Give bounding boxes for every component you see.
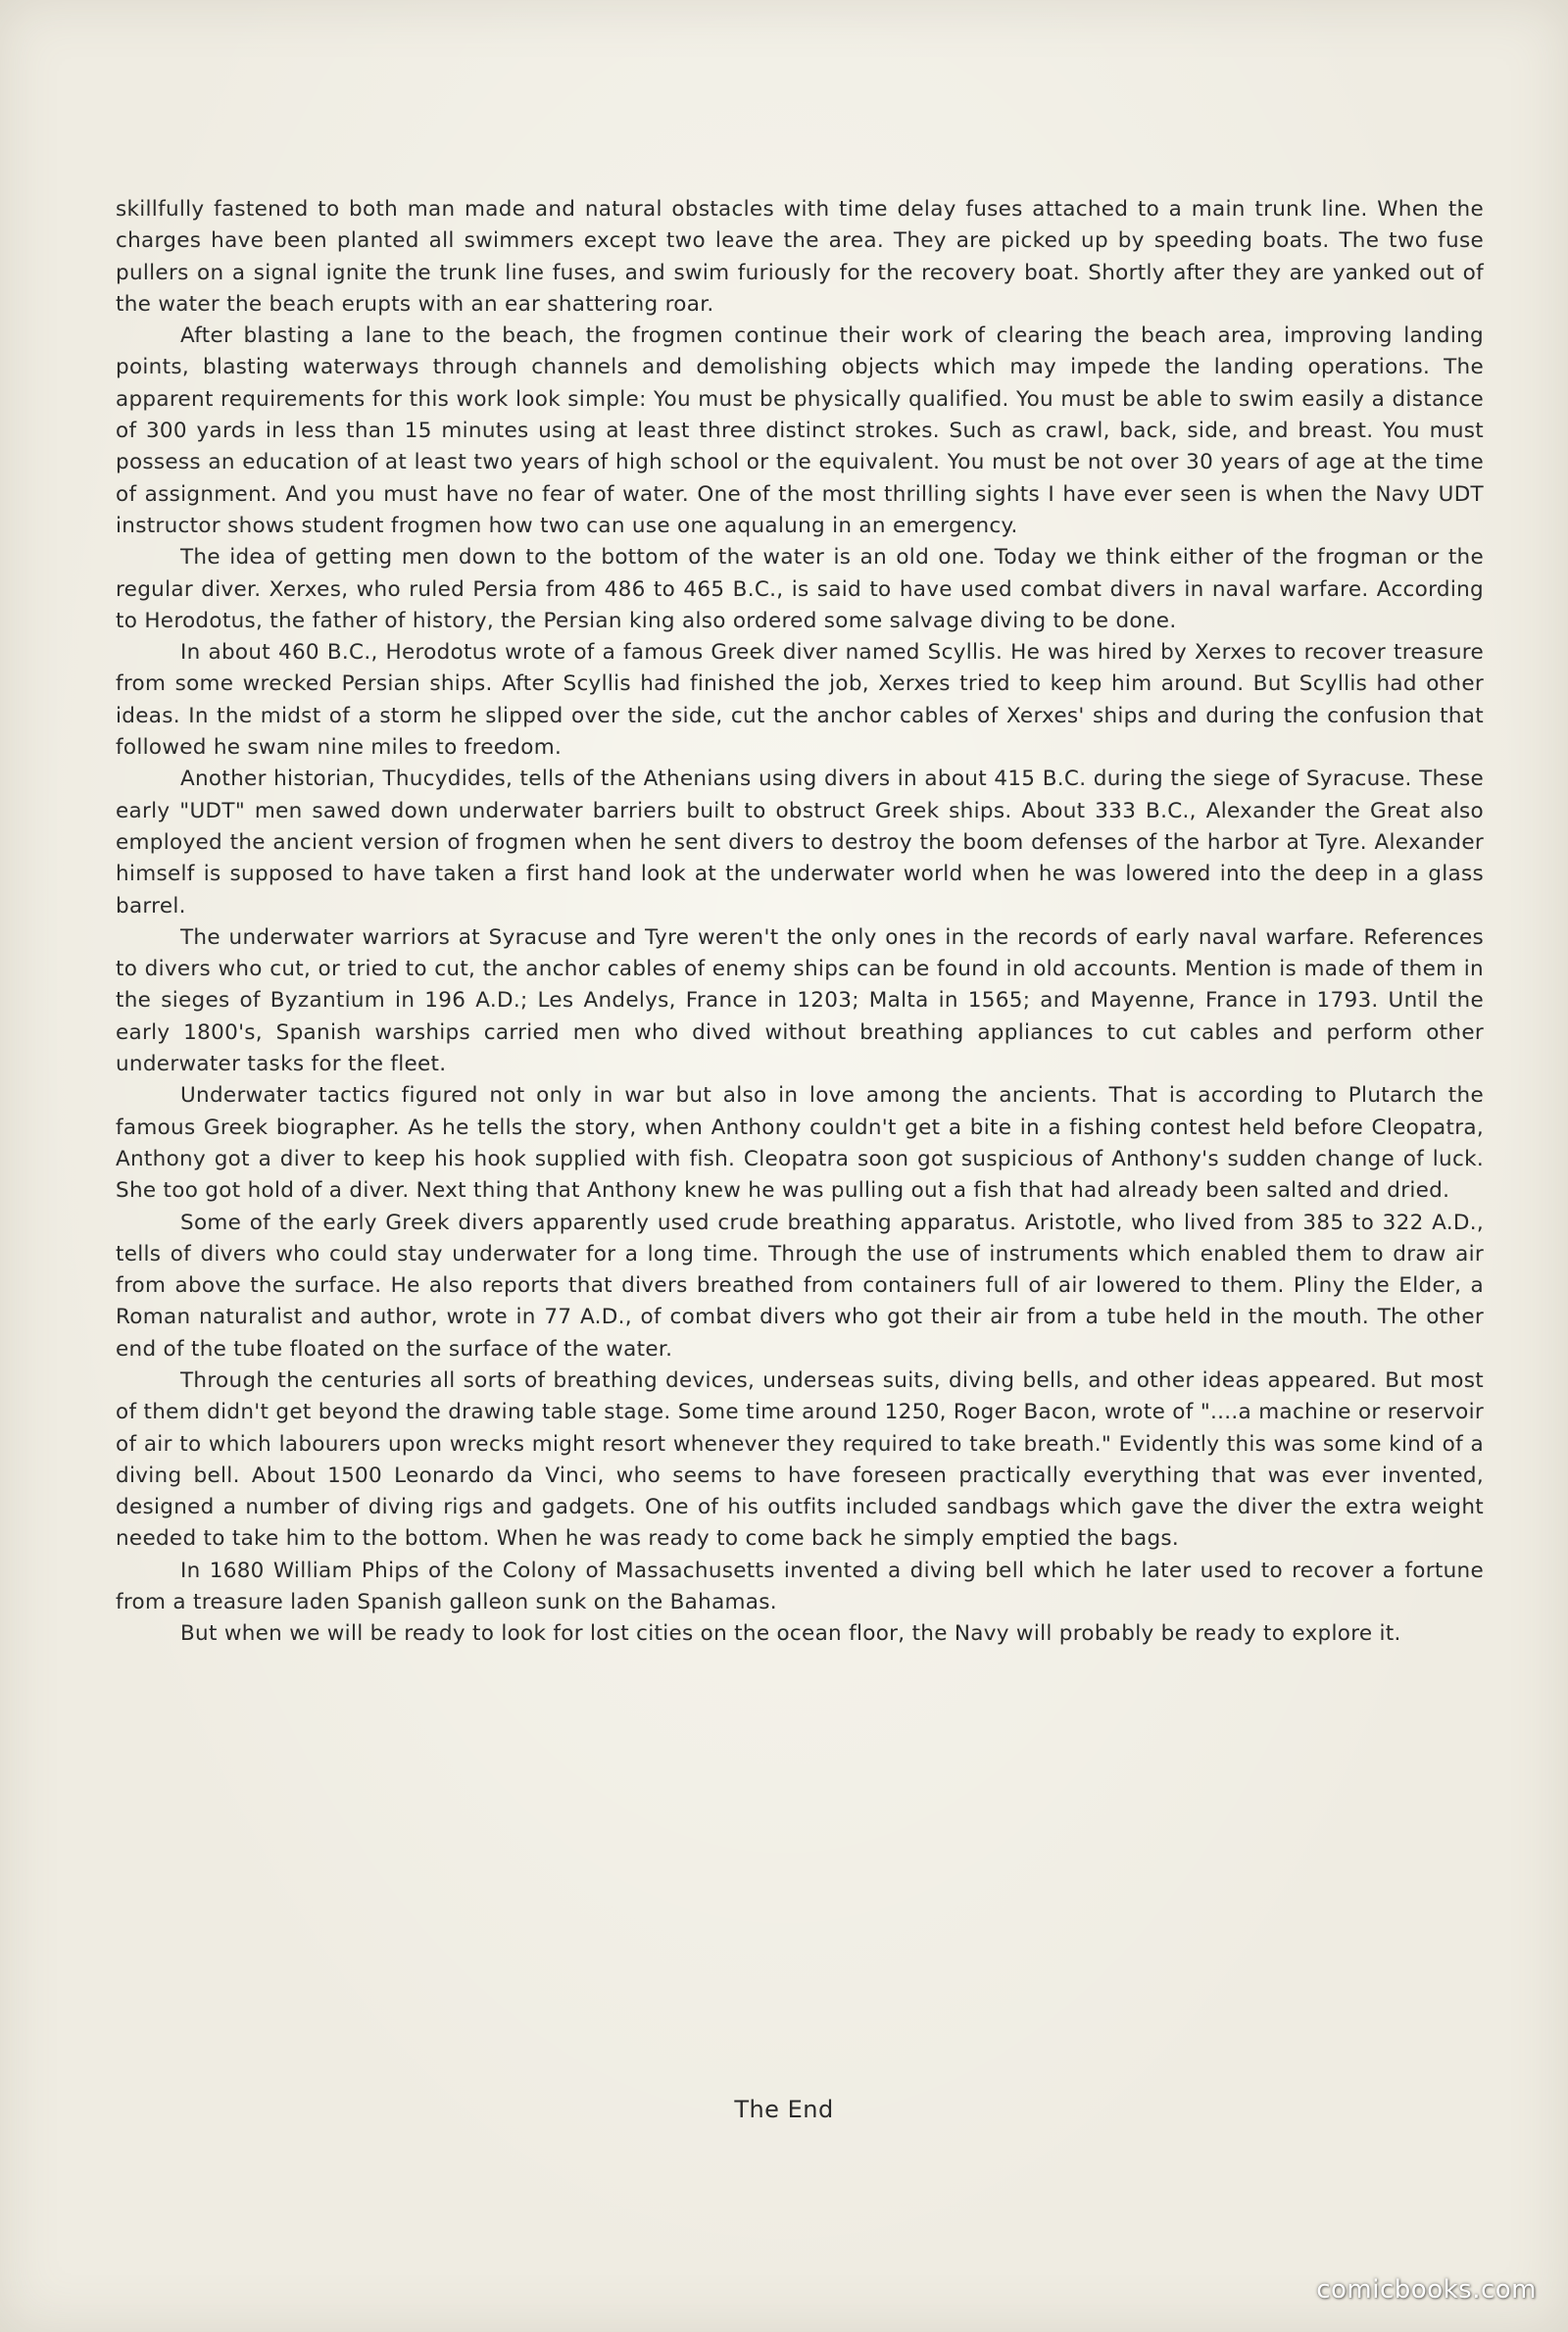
- paragraph-10: In 1680 William Phips of the Colony of Massachusetts invented a diving bell which he later used to recover a fortune from a treasure laden Spanish galleon sunk on the Bahamas.: [116, 1558, 1484, 1615]
- paragraph-1: skillfully fastened to both man made and natural obstacles with time delay fuses attached to a main trunk line. When the charges have been planted all swimmers except two leave the area. They are picked up by speeding boats. The two fuse pullers on a signal ignite the trunk line fuses, and swim furiously for the recovery boat. Shortly after they are yanked out of the water the beach erupts with an ear shattering roar.: [116, 197, 1484, 317]
- paragraph-5: Another historian, Thucydides, tells of the Athenians using divers in about 415 B.C. during the siege of Syracuse. These early "UDT" men sawed down underwater barriers built to obstruct Greek ships. About 333 B.C., Alexander the Great also employed the ancient version of frogmen when he sent divers to destroy the boom defenses of the harbor at Tyre. Alexander himself is supposed to have taken a first hand look at the underwater world when he was lowered into the deep in a glass barrel.: [116, 767, 1484, 918]
- paragraph-7: Underwater tactics figured not only in war but also in love among the ancients. That is according to Plutarch the famous Greek biographer. As he tells the story, when Anthony couldn't get a bite in a fishing contest held before Cleopatra, Anthony got a diver to keep his hook supplied with fish. Cleopatra soon got suspicious of Anthony's sudden change of luck. She too got hold of a diver. Next thing that Anthony knew he was pulling out a fish that had already been salted and dried.: [116, 1083, 1484, 1204]
- paragraph-8: Some of the early Greek divers apparently used crude breathing apparatus. Aristotle, who lived from 385 to 322 A.D., tells of divers who could stay underwater for a long time. Through the use of instruments which enabled them to draw air from above the surface. He also reports that divers breathed from containers full of air lowered to them. Pliny the Elder, a Roman naturalist and author, wrote in 77 A.D., of combat divers who got their air from a tube held in the mouth. The other end of the tube floated on the surface of the water.: [116, 1210, 1484, 1362]
- paragraph-3: The idea of getting men down to the bottom of the water is an old one. Today we think either of the frogman or the regular diver. Xerxes, who ruled Persia from 486 to 465 B.C., is said to have used combat divers in naval warfare. According to Herodotus, the father of history, the Persian king also ordered some salvage diving to be done.: [116, 545, 1484, 633]
- paragraph-4: In about 460 B.C., Herodotus wrote of a famous Greek diver named Scyllis. He was hired by Xerxes to recover treasure from some wrecked Persian ships. After Scyllis had finished the job, Xerxes tried to keep him around. But Scyllis had other ideas. In the midst of a storm he slipped over the side, cut the anchor cables of Xerxes' ships and during the confusion that followed he swam nine miles to freedom.: [116, 640, 1484, 761]
- paragraph-11: But when we will be ready to look for lost cities on the ocean floor, the Navy will probably be ready to explore it.: [180, 1621, 1401, 1647]
- the-end-label: The End: [734, 2096, 834, 2123]
- paragraph-2: After blasting a lane to the beach, the frogmen continue their work of clearing the beach area, improving landing points, blasting waterways through channels and demolishing objects which may impede the landing operations. The apparent requirements for this work look simple: You must be physically qualified. You must be able to swim easily a distance of 300 yards in less than 15 minutes using at least three distinct strokes. Such as crawl, back, side, and breast. You must possess an education of at least two years of high school or the equivalent. You must be not over 30 years of age at the time of assignment. And you must have no fear of water. One of the most thrilling sights I have ever seen is when the Navy UDT instructor shows student frogmen how two can use one aqualung in an emergency.: [116, 323, 1484, 538]
- paragraph-6: The underwater warriors at Syracuse and Tyre weren't the only ones in the records of early naval warfare. References to divers who cut, or tried to cut, the anchor cables of enemy ships can be found in old accounts. Mention is made of them in the sieges of Byzantium in 196 A.D.; Les Andelys, France in 1203; Malta in 1565; and Mayenne, France in 1793. Until the early 1800's, Spanish warships carried men who dived without breathing appliances to cut cables and perform other underwater tasks for the fleet.: [116, 924, 1484, 1077]
- article-body: [116, 194, 1484, 1651]
- site-watermark: comicbooks.com: [1316, 2275, 1537, 2305]
- paragraph-9: Through the centuries all sorts of breathing devices, underseas suits, diving bells, and other ideas appeared. But most of them didn't get beyond the drawing table stage. Some time around 1250, Roger Bacon, wrote of "....a machine or reservoir of air to which labourers upon wrecks might resort whenever they required to take breath." Evidently this was some kind of a diving bell. About 1500 Leonardo da Vinci, who seems to have foreseen practically everything that was ever invented, designed a number of diving rigs and gadgets. One of his outfits included sandbags which gave the diver the extra weight needed to take him to the bottom. When he was ready to come back he simply emptied the bags.: [116, 1367, 1484, 1552]
